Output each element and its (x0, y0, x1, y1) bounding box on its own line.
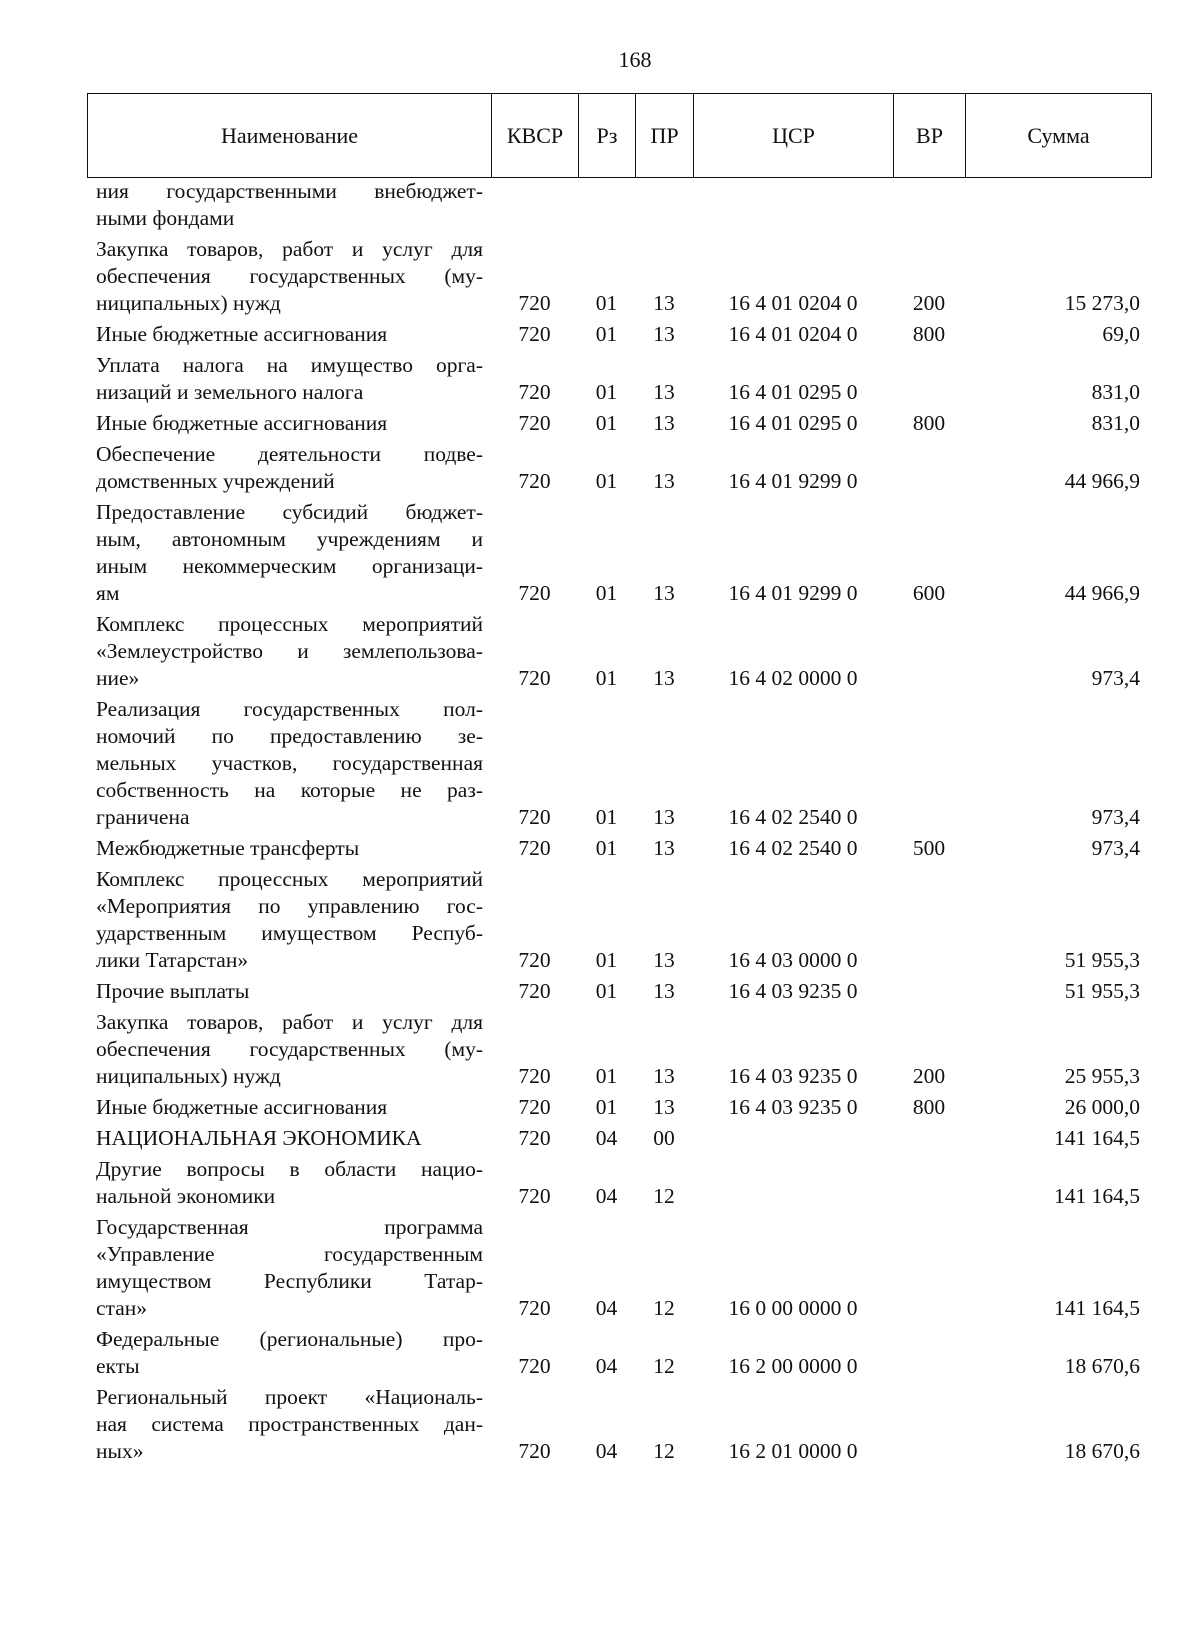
cell-rz: 01 (595, 836, 618, 860)
cell-csr: 16 4 01 9299 0 (728, 469, 858, 493)
cell-sum: 973,4 (1091, 836, 1140, 860)
cell-sum: 141 164,5 (1054, 1296, 1140, 1320)
name-line: нальной экономики (96, 1184, 276, 1208)
cell-name (87, 1156, 491, 1210)
name-line: Реализация государственных пол- (96, 697, 483, 721)
name-line: Закупка товаров, работ и услуг для (96, 237, 483, 261)
name-line: Иные бюджетные ассигнования (96, 322, 388, 346)
name-line: домственных учреждений (96, 469, 335, 493)
cell-kvsr: 720 (518, 469, 551, 493)
cell-kvsr: 720 (518, 1064, 551, 1088)
name-line: Межбюджетные трансферты (96, 836, 360, 860)
cell-csr: 16 2 00 0000 0 (728, 1354, 858, 1378)
cell-rz: 04 (595, 1184, 618, 1208)
name-line: граничена (96, 805, 190, 829)
name-line: ние» (96, 666, 140, 690)
cell-kvsr: 720 (518, 836, 551, 860)
name-line: Уплата налога на имущество орга- (96, 353, 483, 377)
cell-pr: 12 (653, 1184, 675, 1208)
cell-sum: 69,0 (1102, 322, 1140, 346)
name-line: Другие вопросы в области нацио- (96, 1157, 483, 1181)
cell-rz: 04 (595, 1126, 618, 1150)
name-line: низаций и земельного налога (96, 380, 364, 404)
cell-pr: 13 (653, 581, 675, 605)
cell-vr: 200 (912, 291, 946, 315)
cell-name (87, 1214, 491, 1322)
table-row (87, 410, 1152, 437)
table-row (87, 321, 1152, 348)
cell-csr: 16 4 01 9299 0 (728, 581, 858, 605)
cell-csr: 16 0 00 0000 0 (728, 1296, 858, 1320)
cell-sum: 44 966,9 (1064, 581, 1140, 605)
cell-rz: 01 (595, 322, 618, 346)
cell-sum: 18 670,6 (1064, 1354, 1140, 1378)
cell-name (87, 611, 491, 692)
cell-name (87, 1094, 491, 1121)
cell-csr: 16 4 02 2540 0 (728, 805, 858, 829)
table-row (87, 611, 1152, 692)
cell-kvsr: 720 (518, 1296, 551, 1320)
name-line: Комплекс процессных мероприятий (96, 867, 483, 891)
table-header (87, 93, 1152, 178)
name-line: обеспечения государственных (му- (96, 264, 483, 288)
cell-vr: 800 (912, 1095, 946, 1119)
page-number: 168 (618, 47, 652, 72)
header-vr: ВР (894, 94, 966, 177)
cell-pr: 12 (653, 1296, 675, 1320)
cell-pr: 12 (653, 1354, 675, 1378)
cell-sum: 51 955,3 (1064, 979, 1140, 1003)
cell-pr: 13 (653, 380, 675, 404)
cell-csr: 16 4 01 0204 0 (728, 291, 858, 315)
cell-rz: 01 (595, 581, 618, 605)
table-body (87, 178, 1152, 1469)
cell-kvsr: 720 (518, 979, 551, 1003)
name-line: Региональный проект «Националь- (96, 1385, 483, 1409)
cell-sum: 51 955,3 (1064, 948, 1140, 972)
cell-vr: 200 (912, 1064, 946, 1088)
cell-rz: 01 (595, 666, 618, 690)
cell-sum: 25 955,3 (1064, 1064, 1140, 1088)
cell-pr: 13 (653, 1095, 675, 1119)
cell-rz: 01 (595, 469, 618, 493)
cell-rz: 04 (595, 1354, 618, 1378)
header-name: Наименование (88, 94, 492, 177)
cell-name (87, 1326, 491, 1380)
cell-csr: 16 4 02 2540 0 (728, 836, 858, 860)
cell-name (87, 978, 491, 1005)
cell-kvsr: 720 (518, 1439, 551, 1463)
cell-vr: 800 (912, 322, 946, 346)
cell-name (87, 835, 491, 862)
name-line: обеспечения государственных (му- (96, 1037, 483, 1061)
table-row (87, 499, 1152, 607)
cell-sum: 831,0 (1091, 411, 1140, 435)
table-row (87, 236, 1152, 317)
cell-kvsr: 720 (518, 411, 551, 435)
cell-sum: 26 000,0 (1064, 1095, 1140, 1119)
cell-sum: 973,4 (1091, 805, 1140, 829)
cell-sum: 831,0 (1091, 380, 1140, 404)
name-line: мельных участков, государственная (96, 751, 483, 775)
cell-csr: 16 4 03 9235 0 (728, 979, 858, 1003)
cell-kvsr: 720 (518, 291, 551, 315)
table-row (87, 1094, 1152, 1121)
cell-csr: 16 4 03 0000 0 (728, 948, 858, 972)
cell-rz: 01 (595, 805, 618, 829)
cell-rz: 01 (595, 380, 618, 404)
table-row (87, 441, 1152, 495)
table-row (87, 178, 1152, 232)
cell-name (87, 352, 491, 406)
cell-name (87, 410, 491, 437)
cell-name (87, 866, 491, 974)
cell-pr: 00 (653, 1126, 675, 1150)
table-row (87, 1125, 1152, 1152)
cell-name (87, 499, 491, 607)
cell-csr: 16 4 03 9235 0 (728, 1064, 858, 1088)
cell-kvsr: 720 (518, 666, 551, 690)
cell-kvsr: 720 (518, 581, 551, 605)
name-line: ям (96, 581, 120, 605)
name-line: лики Татарстан» (96, 948, 249, 972)
cell-pr: 13 (653, 469, 675, 493)
cell-vr: 600 (912, 581, 946, 605)
table-row (87, 866, 1152, 974)
cell-kvsr: 720 (518, 322, 551, 346)
cell-kvsr: 720 (518, 948, 551, 972)
name-line: НАЦИОНАЛЬНАЯ ЭКОНОМИКА (96, 1126, 422, 1150)
cell-kvsr: 720 (518, 805, 551, 829)
cell-rz: 01 (595, 291, 618, 315)
cell-rz: 01 (595, 1095, 618, 1119)
cell-csr: 16 2 01 0000 0 (728, 1439, 858, 1463)
table-row (87, 835, 1152, 862)
cell-name (87, 441, 491, 495)
cell-rz: 01 (595, 979, 618, 1003)
cell-kvsr: 720 (518, 1095, 551, 1119)
cell-pr: 13 (653, 805, 675, 829)
name-line: «Управление государственным (96, 1242, 483, 1266)
cell-rz: 04 (595, 1296, 618, 1320)
name-line: Федеральные (региональные) про- (96, 1327, 483, 1351)
cell-pr: 13 (653, 948, 675, 972)
name-line: Закупка товаров, работ и услуг для (96, 1010, 483, 1034)
cell-sum: 18 670,6 (1064, 1439, 1140, 1463)
cell-sum: 141 164,5 (1054, 1126, 1140, 1150)
cell-sum: 973,4 (1091, 666, 1140, 690)
name-line: «Мероприятия по управлению гос- (96, 894, 483, 918)
cell-rz: 01 (595, 411, 618, 435)
header-csr: ЦСР (694, 94, 894, 177)
header-sum: Сумма (1027, 122, 1090, 148)
cell-kvsr: 720 (518, 380, 551, 404)
header-kvsr: КВСР (492, 94, 579, 177)
table-row (87, 978, 1152, 1005)
cell-pr: 13 (653, 1064, 675, 1088)
name-line: номочий по предоставлению зе- (96, 724, 483, 748)
header-rz: Рз (579, 94, 636, 177)
name-line: ниципальных) нужд (96, 291, 281, 315)
cell-name (87, 1125, 491, 1152)
name-line: Комплекс процессных мероприятий (96, 612, 483, 636)
name-line: Государственная программа (96, 1215, 483, 1239)
name-line: ниципальных) нужд (96, 1064, 281, 1088)
cell-name (87, 321, 491, 348)
cell-name (87, 236, 491, 317)
cell-pr: 12 (653, 1439, 675, 1463)
table-row (87, 696, 1152, 831)
cell-sum: 15 273,0 (1064, 291, 1140, 315)
name-line: Иные бюджетные ассигнования (96, 411, 388, 435)
cell-pr: 13 (653, 291, 675, 315)
cell-csr: 16 4 01 0295 0 (728, 380, 858, 404)
name-line: Иные бюджетные ассигнования (96, 1095, 388, 1119)
name-line: собственность на которые не раз- (96, 778, 483, 802)
name-line: стан» (96, 1296, 147, 1320)
cell-rz: 01 (595, 1064, 618, 1088)
name-line: ных» (96, 1439, 144, 1463)
name-line: ния государственными внебюджет- (96, 179, 483, 203)
cell-name (87, 1384, 491, 1465)
name-line: Предоставление субсидий бюджет- (96, 500, 483, 524)
table-row (87, 1009, 1152, 1090)
cell-sum: 141 164,5 (1054, 1184, 1140, 1208)
header-pr: ПР (636, 94, 694, 177)
table-row (87, 1326, 1152, 1380)
cell-pr: 13 (653, 322, 675, 346)
cell-kvsr: 720 (518, 1126, 551, 1150)
cell-name (87, 178, 491, 232)
cell-pr: 13 (653, 836, 675, 860)
cell-rz: 01 (595, 948, 618, 972)
cell-csr: 16 4 01 0295 0 (728, 411, 858, 435)
table-row (87, 1384, 1152, 1465)
name-line: «Землеустройство и землепользова- (96, 639, 483, 663)
name-line: екты (96, 1354, 140, 1378)
cell-name (87, 1009, 491, 1090)
cell-csr: 16 4 01 0204 0 (728, 322, 858, 346)
cell-kvsr: 720 (518, 1354, 551, 1378)
name-line: ными фондами (96, 206, 235, 230)
cell-csr: 16 4 03 9235 0 (728, 1095, 858, 1119)
cell-csr: 16 4 02 0000 0 (728, 666, 858, 690)
table-row (87, 352, 1152, 406)
name-line: имуществом Республики Татар- (96, 1269, 483, 1293)
name-line: ударственным имуществом Респуб- (96, 921, 483, 945)
cell-pr: 13 (653, 666, 675, 690)
cell-vr: 800 (912, 411, 946, 435)
name-line: ным, автономным учреждениям и (96, 527, 483, 551)
cell-name (87, 696, 491, 831)
cell-kvsr: 720 (518, 1184, 551, 1208)
cell-vr: 500 (912, 836, 946, 860)
cell-pr: 13 (653, 979, 675, 1003)
cell-pr: 13 (653, 411, 675, 435)
table-row (87, 1214, 1152, 1322)
cell-sum: 44 966,9 (1064, 469, 1140, 493)
name-line: ная система пространственных дан- (96, 1412, 483, 1436)
table-row (87, 1156, 1152, 1210)
name-line: Прочие выплаты (96, 979, 250, 1003)
cell-rz: 04 (595, 1439, 618, 1463)
name-line: Обеспечение деятельности подве- (96, 442, 483, 466)
name-line: иным некоммерческим организаци- (96, 554, 483, 578)
